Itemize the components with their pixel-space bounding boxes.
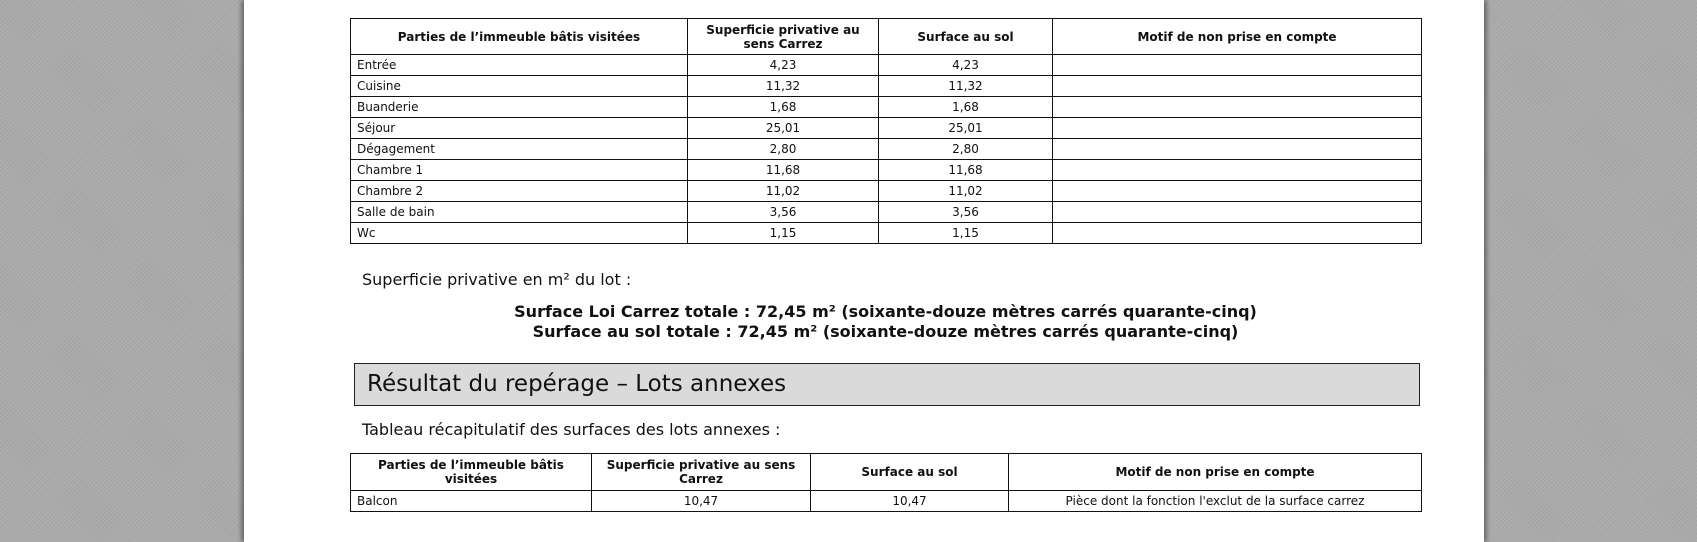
cell-carrez: 1,68 xyxy=(688,97,879,118)
cell-sol: 11,02 xyxy=(879,181,1053,202)
cell-motif xyxy=(1053,97,1422,118)
cell-carrez: 2,80 xyxy=(688,139,879,160)
table-header-row xyxy=(351,454,1422,491)
cell-piece: Wc xyxy=(351,223,688,244)
cell-sol: 11,68 xyxy=(879,160,1053,181)
table-row xyxy=(351,118,1422,139)
cell-sol: 10,47 xyxy=(811,491,1009,512)
table-row xyxy=(351,160,1422,181)
cell-piece: Dégagement xyxy=(351,139,688,160)
cell-carrez: 10,47 xyxy=(592,491,811,512)
section-heading: Résultat du repérage – Lots annexes xyxy=(354,363,1420,406)
table-row xyxy=(351,97,1422,118)
sol-total: Surface au sol totale : 72,45 m² (soixante-douze mètres carrés quarante-cinq) xyxy=(532,322,1239,341)
table-row xyxy=(351,139,1422,160)
cell-sol: 2,80 xyxy=(879,139,1053,160)
cell-sol: 25,01 xyxy=(879,118,1053,139)
cell-piece: Cuisine xyxy=(351,76,688,97)
table-row xyxy=(351,202,1422,223)
table-header-row xyxy=(351,19,1422,55)
cell-motif xyxy=(1053,223,1422,244)
header-parties: Parties de l’immeuble bâtis visitées xyxy=(351,454,592,491)
cell-piece: Entrée xyxy=(351,55,688,76)
cell-carrez: 1,15 xyxy=(688,223,879,244)
cell-carrez: 4,23 xyxy=(688,55,879,76)
totals-block xyxy=(350,302,1421,342)
header-motif: Motif de non prise en compte xyxy=(1009,454,1422,491)
surfaces-table xyxy=(350,18,1422,244)
annex-surfaces-table xyxy=(350,453,1422,512)
cell-piece: Balcon xyxy=(351,491,592,512)
cell-carrez: 11,02 xyxy=(688,181,879,202)
cell-motif xyxy=(1053,160,1422,181)
cell-sol: 11,32 xyxy=(879,76,1053,97)
table-row xyxy=(351,491,1422,512)
cell-motif xyxy=(1053,55,1422,76)
cell-sol: 1,15 xyxy=(879,223,1053,244)
cell-carrez: 25,01 xyxy=(688,118,879,139)
cell-carrez: 11,32 xyxy=(688,76,879,97)
cell-piece: Salle de bain xyxy=(351,202,688,223)
header-sol: Surface au sol xyxy=(879,19,1053,55)
annex-label: Tableau récapitulatif des surfaces des lots annexes : xyxy=(362,420,781,439)
header-motif: Motif de non prise en compte xyxy=(1053,19,1422,55)
header-parties: Parties de l’immeuble bâtis visitées xyxy=(351,19,688,55)
cell-carrez: 11,68 xyxy=(688,160,879,181)
cell-motif xyxy=(1053,181,1422,202)
table-row xyxy=(351,55,1422,76)
table-row xyxy=(351,76,1422,97)
cell-piece: Buanderie xyxy=(351,97,688,118)
cell-motif xyxy=(1053,118,1422,139)
cell-piece: Séjour xyxy=(351,118,688,139)
document-page xyxy=(244,0,1484,542)
carrez-total: Surface Loi Carrez totale : 72,45 m² (soixante-douze mètres carrés quarante-cinq) xyxy=(514,302,1257,321)
header-carrez: Superficie privative au sens Carrez xyxy=(688,19,879,55)
cell-motif xyxy=(1053,202,1422,223)
cell-motif xyxy=(1053,76,1422,97)
header-carrez: Superficie privative au sens Carrez xyxy=(592,454,811,491)
cell-sol: 1,68 xyxy=(879,97,1053,118)
table-row xyxy=(351,181,1422,202)
cell-sol: 4,23 xyxy=(879,55,1053,76)
cell-piece: Chambre 2 xyxy=(351,181,688,202)
superficie-label: Superficie privative en m² du lot : xyxy=(362,270,632,289)
cell-sol: 3,56 xyxy=(879,202,1053,223)
header-sol: Surface au sol xyxy=(811,454,1009,491)
cell-piece: Chambre 1 xyxy=(351,160,688,181)
table-row xyxy=(351,223,1422,244)
cell-motif xyxy=(1053,139,1422,160)
cell-carrez: 3,56 xyxy=(688,202,879,223)
cell-motif: Pièce dont la fonction l'exclut de la surface carrez xyxy=(1009,491,1422,512)
